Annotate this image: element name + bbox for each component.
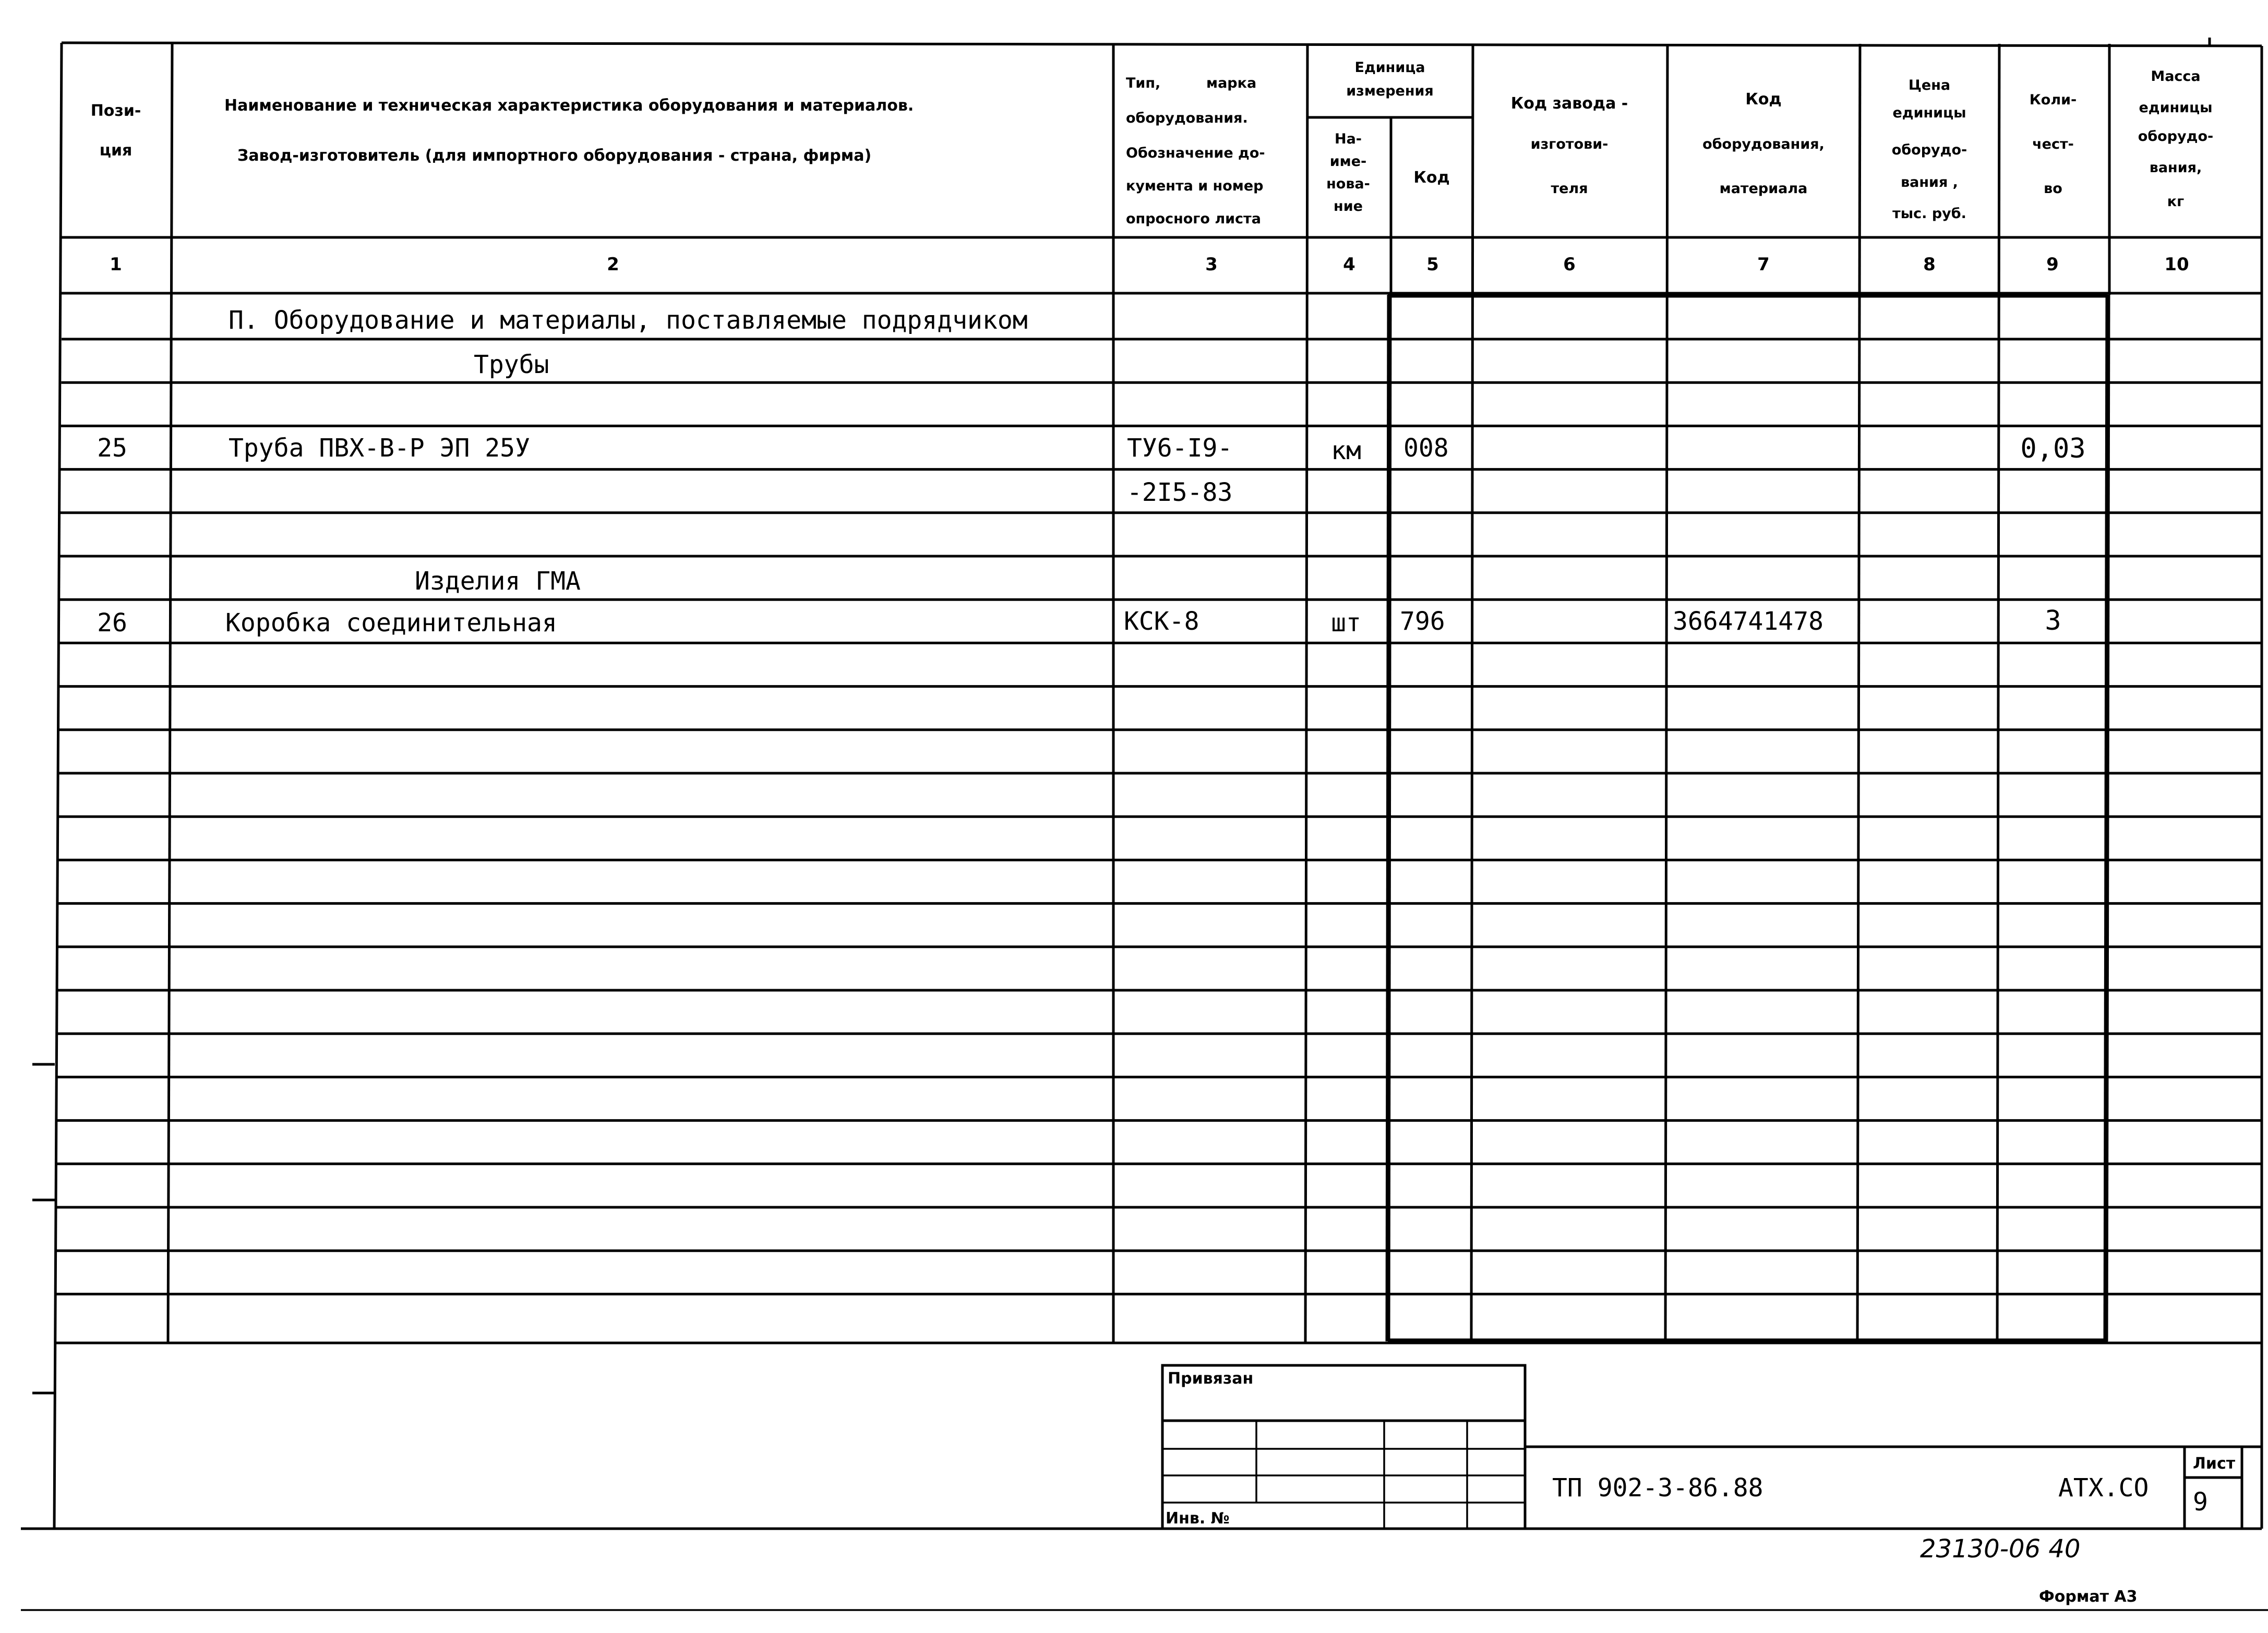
table-row	[97, 605, 2061, 638]
header-col8-line2: единицы	[1892, 105, 1966, 121]
row-26-equipment-code: 3664741478	[1673, 607, 1823, 636]
section-title: П. Оборудование и материалы, поставляемые подрядчиком	[229, 306, 1028, 335]
header-col9-line3: во	[2044, 181, 2062, 197]
col-number-6: 6	[1563, 254, 1576, 275]
header-col1-line1: Пози-	[90, 102, 141, 120]
header-col8-line3: оборудо-	[1891, 142, 1967, 158]
header-col4-line2: име-	[1329, 153, 1367, 170]
row-26-name: Коробка соединительная	[225, 608, 557, 638]
col-number-9: 9	[2046, 254, 2059, 275]
header-col2-line1: Наименование и техническая характеристика оборудования и материалов.	[224, 97, 914, 115]
header-col5: Код	[1413, 169, 1450, 187]
handwritten-inventory-number: 23130-06 40	[1920, 1534, 2081, 1564]
row-25-position: 25	[97, 434, 127, 463]
header-col3-line4: Обозначение до-	[1126, 145, 1265, 161]
group-title-pipes: Трубы	[474, 350, 549, 379]
group-title-gma: Изделия ГМА	[415, 567, 581, 596]
header-col4-line1: На-	[1334, 131, 1362, 147]
header-col10-line5: кг	[2167, 194, 2185, 210]
header-col8-line5: тыс. руб.	[1892, 206, 1966, 222]
header-col9-line1: Коли-	[2029, 92, 2077, 108]
row-26-type: КСК-8	[1124, 607, 1199, 636]
header-col9-line2: чест-	[2032, 136, 2074, 152]
header-col7-line1: Код	[1745, 90, 1782, 109]
stamp-sheet-label: Лист	[2193, 1455, 2236, 1473]
header-rules	[62, 237, 2262, 1341]
col-number-2: 2	[607, 254, 619, 275]
stamp-mark: АТХ.СО	[2058, 1473, 2149, 1503]
row-26-quantity: 3	[2045, 605, 2061, 637]
header-col8-line1: Цена	[1908, 77, 1951, 93]
header-col10-line3: оборудо-	[2138, 128, 2214, 145]
header-col8-line4: вания ,	[1901, 174, 1958, 190]
header-col6-line1: Код завода -	[1510, 94, 1628, 113]
header-col10-line1: Масса	[2151, 68, 2201, 85]
col-number-10: 10	[2164, 254, 2189, 275]
header-col6-line3: теля	[1551, 181, 1588, 197]
table-body	[97, 306, 2086, 638]
col-number-8: 8	[1923, 254, 1936, 275]
stamp-sheet-number: 9	[2193, 1487, 2208, 1517]
col-number-1: 1	[110, 254, 122, 275]
header-col3-line2: марка	[1206, 75, 1257, 91]
header-col3-line3: оборудования.	[1126, 110, 1248, 126]
row-25-type-line2: -2I5-83	[1127, 478, 1233, 507]
header-col7-line3: материала	[1719, 181, 1808, 197]
header-col3-line5: кумента и номер	[1126, 178, 1264, 194]
header-col1-line2: ция	[99, 141, 133, 160]
row-25-unit-code: 008	[1403, 434, 1449, 463]
header-col4-line3: нова-	[1326, 176, 1370, 192]
row-26-unit-code: 796	[1400, 607, 1445, 636]
stamp-attached-label: Привязан	[1168, 1370, 1254, 1388]
table-header	[91, 59, 2214, 227]
header-col3-line6: опросного листа	[1126, 211, 1261, 227]
col-number-5: 5	[1426, 254, 1439, 275]
column-number-row	[110, 254, 2189, 275]
header-col4-line4: ние	[1334, 198, 1363, 214]
header-col6-line2: изготови-	[1530, 136, 1609, 152]
row-25-unit: км	[1331, 436, 1361, 465]
col-number-4: 4	[1343, 254, 1355, 275]
header-unit-line1: Единица	[1354, 59, 1425, 76]
paper-format-label: Формат А3	[2039, 1588, 2138, 1606]
stamp-inventory-label: Инв. №	[1166, 1509, 1230, 1528]
row-26-position: 26	[97, 608, 127, 638]
header-col7-line2: оборудования,	[1702, 136, 1825, 152]
col-number-3: 3	[1205, 254, 1218, 275]
stamp-doc-code: ТП 902-3-86.88	[1552, 1473, 1763, 1503]
header-col10-line4: вания,	[2149, 160, 2202, 176]
title-block	[1162, 1365, 2262, 1529]
row-25-quantity: 0,03	[2020, 433, 2086, 464]
footer	[1920, 1534, 2138, 1606]
row-26-unit: шт	[1331, 608, 1361, 638]
header-col3-line1: Тип,	[1126, 75, 1161, 91]
header-col10-line2: единицы	[2139, 100, 2213, 116]
col-number-7: 7	[1757, 254, 1770, 275]
header-col2-line2: Завод-изготовитель (для импортного оборудования - страна, фирма)	[237, 147, 872, 165]
row-25-name: Труба ПВХ-В-Р ЭП 25У	[229, 434, 530, 463]
header-unit-line2: измерения	[1346, 83, 1434, 99]
row-25-type-line1: ТУ6-I9-	[1127, 434, 1233, 463]
